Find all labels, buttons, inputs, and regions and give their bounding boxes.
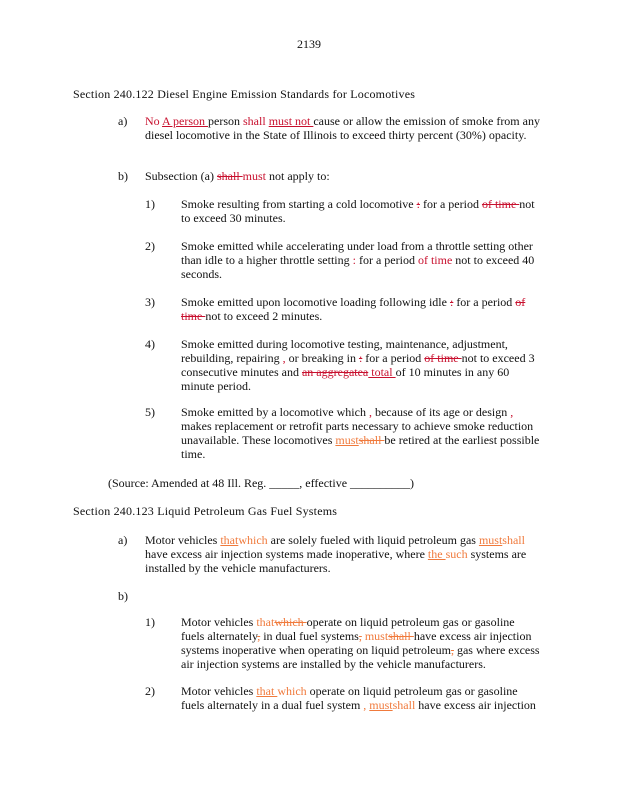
deleted-text: , [358, 629, 362, 643]
item-label: a) [118, 533, 128, 547]
inserted-text: A person [162, 114, 209, 128]
item-text [181, 295, 540, 323]
item-text [181, 684, 540, 712]
item-label: 1) [145, 615, 155, 629]
deleted-text: an aggregatea [301, 365, 369, 379]
item-text [181, 615, 540, 671]
text-run: cause or allow the emission of smoke from any diesel locomotive in the State of Illinois to exceed thirty percent (30%) opacity. [145, 114, 540, 142]
deleted-text: of time [481, 197, 520, 211]
item-text [181, 337, 540, 393]
changed-text: : [349, 253, 356, 267]
text-run: Smoke emitted while accelerating under load from a throttle setting other than idle to a higher throttle setting [181, 239, 533, 267]
deleted-text: : [449, 295, 454, 309]
section-heading: Section 240.122 Diesel Engine Emission Standards for Locomotives [73, 87, 416, 101]
text-run: or breaking in [285, 351, 359, 365]
item-label: 2) [145, 684, 155, 698]
text-run: for a period [453, 295, 516, 309]
text-run: Motor vehicles [181, 684, 257, 698]
text-run: gas where excess air injection systems are installed by the vehicle manufacturers. [181, 643, 540, 671]
text-run: are solely fueled with liquid petroleum gas [267, 533, 479, 547]
item-text [145, 114, 540, 142]
deleted-text: : [358, 351, 363, 365]
changed-text: , [510, 405, 514, 419]
changed-text: No [145, 114, 163, 128]
text-run: Smoke resulting from starting a cold locomotive [181, 197, 417, 211]
inserted-text: that [256, 684, 278, 698]
item-text [181, 197, 540, 225]
changed-text: shall [392, 698, 416, 712]
text-run: for a period [362, 351, 425, 365]
item-text [181, 405, 540, 461]
inserted-text: must not [268, 114, 314, 128]
deleted-text: , [450, 643, 454, 657]
item-label: 4) [145, 337, 155, 351]
text-run: of 10 minutes in any 60 minute period. [181, 365, 510, 393]
text-run: be retired at the earliest possible time. [181, 433, 540, 461]
source-note: (Source: Amended at 48 Ill. Reg. _____, effective __________) [108, 476, 415, 490]
text-run: person [208, 114, 244, 128]
changed-text: that [256, 615, 275, 629]
deleted-text: , [257, 629, 261, 643]
changed-text: must [361, 629, 389, 643]
text-run: Motor vehicles [181, 615, 257, 629]
item-label: b) [118, 589, 128, 603]
changed-text: which [277, 684, 307, 698]
changed-text: which [238, 533, 268, 547]
deleted-text: shall [358, 433, 385, 447]
item-label: 2) [145, 239, 155, 253]
inserted-text: must [335, 433, 359, 447]
item-label: 5) [145, 405, 155, 419]
text-run: Subsection (a) [145, 169, 217, 183]
section-heading: Section 240.123 Liquid Petroleum Gas Fuel Systems [73, 504, 338, 518]
changed-text: , [282, 351, 286, 365]
text-run: in dual fuel systems [260, 629, 359, 643]
text-run: Smoke emitted upon locomotive loading following idle [181, 295, 450, 309]
text-run: not to exceed 40 seconds. [181, 253, 535, 281]
text-run: not apply to: [266, 169, 330, 183]
text-run: for a period [355, 253, 418, 267]
changed-text: , [360, 698, 367, 712]
text-run: have excess air injection systems inoperative when operating on liquid petroleum [181, 629, 532, 657]
inserted-text: the [427, 547, 446, 561]
text-run: not to exceed 3 consecutive minutes and [181, 351, 535, 379]
changed-text: shall [502, 533, 525, 547]
text-run: Smoke emitted by a locomotive which [181, 405, 369, 419]
text-run: because of its age or design [371, 405, 511, 419]
inserted-text: must [369, 698, 393, 712]
item-label: a) [118, 114, 128, 128]
inserted-text: that [220, 533, 239, 547]
inserted-text: must [478, 533, 503, 547]
deleted-text: of time [181, 295, 526, 323]
inserted-text: total [368, 365, 396, 379]
deleted-text: : [416, 197, 420, 211]
text-run: Motor vehicles [145, 533, 221, 547]
changed-text: shall [243, 114, 269, 128]
text-run: have excess air injection [415, 698, 536, 712]
text-run: for a period [419, 197, 482, 211]
text-run: operate on liquid petroleum gas or gasoline fuels alternately in a dual fuel system [181, 684, 518, 712]
changed-text: such [445, 547, 468, 561]
text-run: systems are installed by the vehicle manufacturers. [145, 547, 527, 575]
deleted-text: shall [216, 169, 243, 183]
deleted-text: of time [424, 351, 462, 365]
text-run: Smoke emitted during locomotive testing, maintenance, adjustment, rebuilding, repairing [181, 337, 508, 365]
text-run: have excess air injection systems made inoperative, where [145, 547, 428, 561]
changed-text: , [368, 405, 372, 419]
text-run: makes replacement or retrofit parts necessary to achieve smoke reduction unavailable. These locomotives [181, 419, 534, 447]
text-run: operate on liquid petroleum gas or gasoline fuels alternately [181, 615, 515, 643]
changed-text: of time [417, 253, 453, 267]
page-number: 2139 [297, 37, 321, 51]
deleted-text: shall [388, 629, 414, 643]
item-label: 1) [145, 197, 155, 211]
item-label: 3) [145, 295, 155, 309]
text-run: not to exceed 2 minutes. [205, 309, 323, 323]
text-run: not to exceed 30 minutes. [181, 197, 535, 225]
item-text [145, 533, 540, 575]
changed-text: must [242, 169, 266, 183]
item-label: b) [118, 169, 128, 183]
deleted-text: which [274, 615, 307, 629]
item-text [145, 169, 540, 183]
item-text [181, 239, 540, 281]
